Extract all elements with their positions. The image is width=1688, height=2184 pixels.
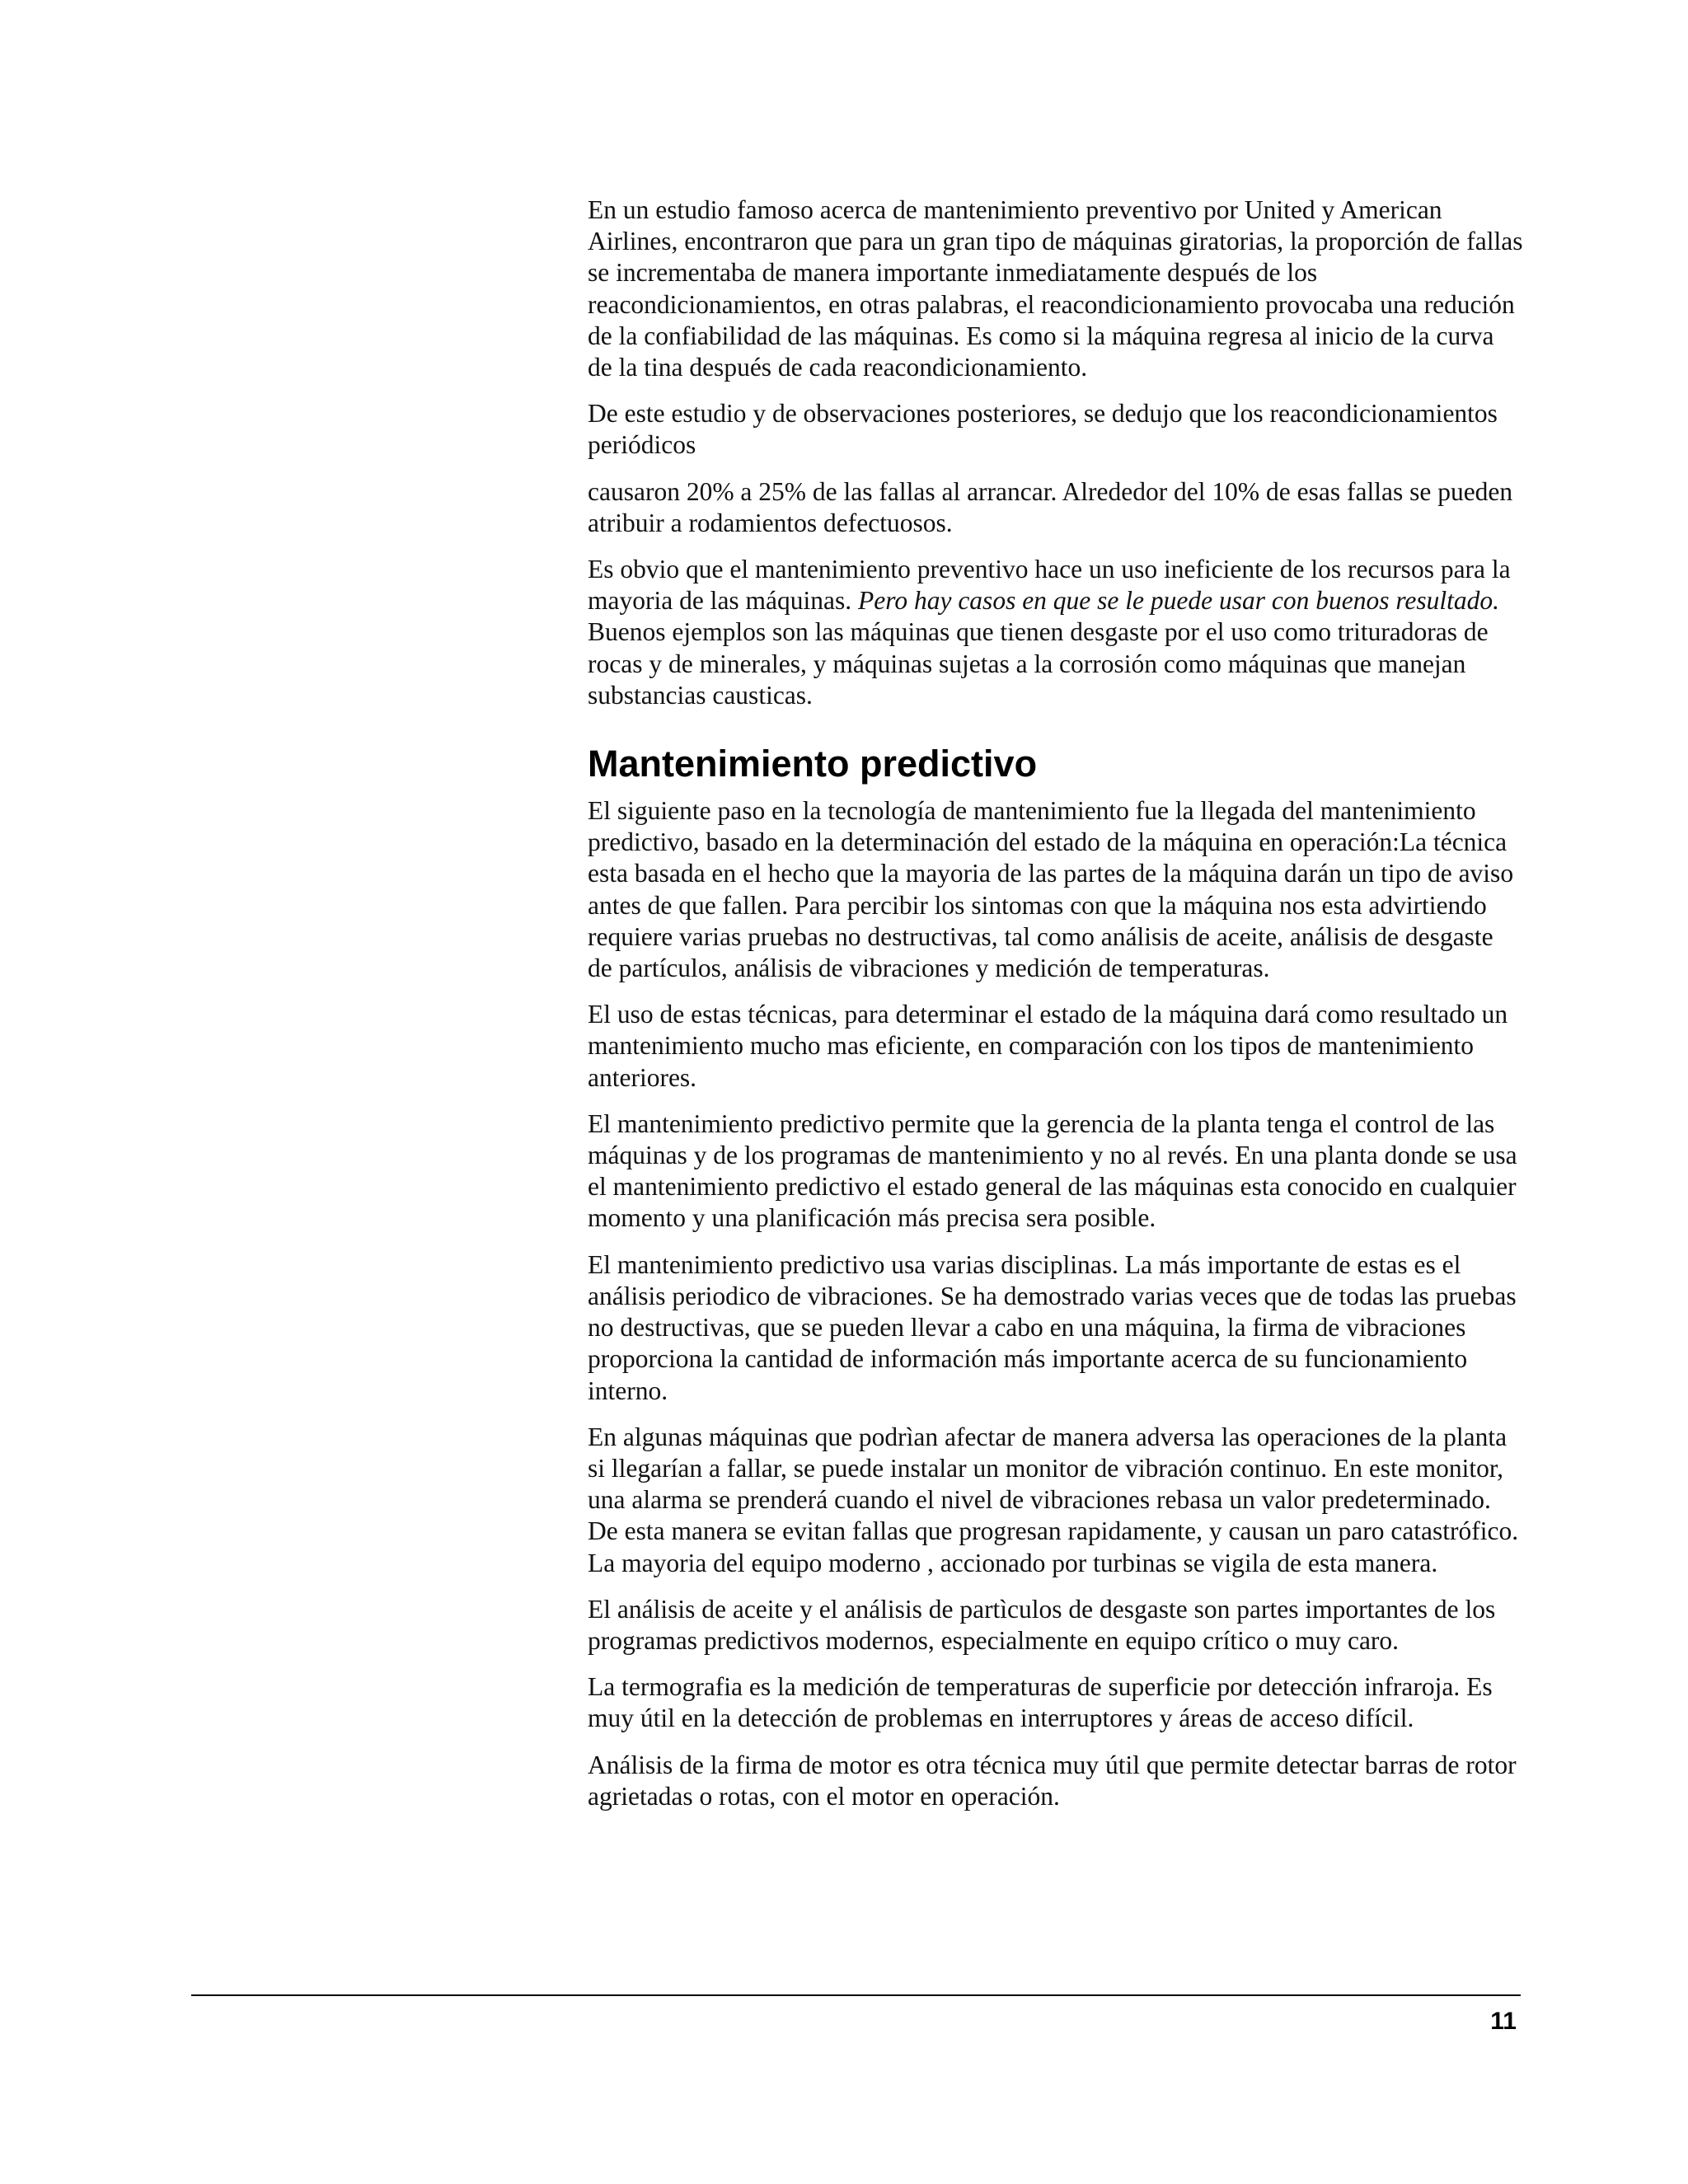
paragraph-text: Es obvio que el mantenimiento preventivo hace un uso ineficiente de los recursos para la mayoria de las máquinas. — [588, 555, 1511, 616]
paragraph: Análisis de la firma de motor es otra técnica muy útil que permite detectar barras de rotor agrietadas o rotas, con el motor en operación. — [588, 1750, 1517, 1811]
paragraph: causaron 20% a 25% de las fallas al arrancar. Alrededor del 10% de esas fallas se pueden atribuir a rodamientos defectuosos. — [588, 476, 1513, 537]
main-content — [588, 194, 1523, 1827]
paragraph: En algunas máquinas que podrìan afectar de manera adversa las operaciones de la planta si llegarían a fallar, se puede instalar un monitor de vibración continuo. En este monitor, una alarma se prenderá cuando el nivel de vibraciones rebasa un valor predeterminado. De esta manera se evitan fallas que progresan rapidamente, y causan un paro catastrófico. La mayoria del equipo moderno , accionado por turbinas se vigila de esta manera. — [588, 1422, 1519, 1577]
paragraph: La termografia es la medición de temperaturas de superficie por detección infraroja. Es muy útil en la detección de problemas en interruptores y áreas de acceso difícil. — [588, 1672, 1493, 1733]
paragraph: El análisis de aceite y el análisis de partìculos de desgaste son partes importantes de los programas predictivos modernos, especialmente en equipo crítico o muy caro. — [588, 1594, 1496, 1655]
paragraph: El siguiente paso en la tecnología de mantenimiento fue la llegada del mantenimiento predictivo, basado en la determinación del estado de la máquina en operación:La técnica esta basada en el hecho que la mayoria de las partes de la máquina darán un tipo de aviso antes de que fallen. Para percibir los sintomas con que la máquina nos esta advirtiendo requiere varias pruebas no destructivas, tal como análisis de aceite, análisis de desgaste de partículos, análisis de vibraciones y medición de temperaturas. — [588, 796, 1514, 983]
paragraph: El mantenimiento predictivo permite que la gerencia de la planta tenga el control de las máquinas y de los programas de mantenimiento y no al revés. En una planta donde se usa el mantenimiento predictivo el estado general de las máquinas esta conocido en cualquier momento y una planificación más precisa sera posible. — [588, 1108, 1517, 1233]
paragraph: En un estudio famoso acerca de mantenimiento preventivo por United y American Airlines, encontraron que para un gran tipo de máquinas giratorias, la proporción de fallas se incrementaba de manera importante inmediatamente después de los reacondicionamientos, en otras palabras, el reacondicionamiento provocaba una redución de la confiabilidad de las máquinas. Es como si la máquina regresa al inicio de la curva de la tina después de cada reacondicionamiento. — [588, 195, 1523, 382]
paragraph: De este estudio y de observaciones posteriores, se dedujo que los reacondicionamientos periódicos — [588, 399, 1498, 460]
page-number: 11 — [1490, 2008, 1517, 2035]
section-heading: Mantenimiento predictivo — [588, 743, 1038, 785]
paragraph-text: Buenos ejemplos son las máquinas que tienen desgaste por el uso como trituradoras de rocas y de minerales, y máquinas sujetas a la corrosión como máquinas que manejan substancias causticas. — [588, 617, 1489, 710]
paragraph: El mantenimiento predictivo usa varias disciplinas. La más importante de estas es el análisis periodico de vibraciones. Se ha demostrado varias veces que de todas las pruebas no destructivas, que se pueden llevar a cabo en una máquina, la firma de vibraciones proporciona la cantidad de información más importante acerca de su funcionamiento interno. — [588, 1249, 1517, 1405]
paragraph: El uso de estas técnicas, para determinar el estado de la máquina dará como resultado un mantenimiento mucho mas eficiente, en comparación con los tipos de mantenimiento anteriores. — [588, 1000, 1508, 1092]
paragraph-mixed — [588, 554, 1523, 711]
footer-divider — [191, 1994, 1521, 1996]
italic-emphasis: Pero hay casos en que se le puede usar con buenos resultado. — [858, 586, 1500, 616]
